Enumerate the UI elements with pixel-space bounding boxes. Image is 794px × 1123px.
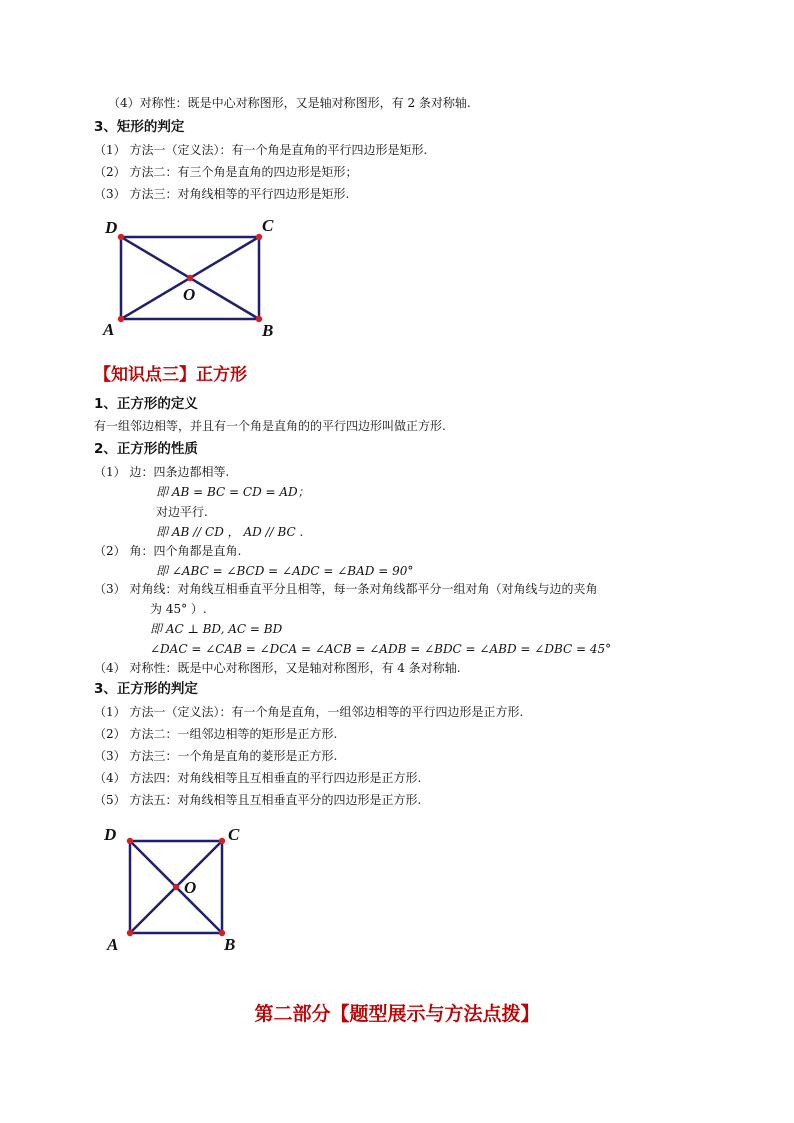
square-diagonal-eq-1: 即 AC ⊥ BD, AC = BD bbox=[150, 622, 283, 636]
rect-label-d: D bbox=[105, 218, 118, 237]
square-side: （1） 边：四条边都相等. bbox=[94, 465, 230, 479]
rect-vertex-a bbox=[118, 316, 124, 322]
square-label-o: O bbox=[184, 878, 197, 897]
rect-method-1: （1） 方法一（定义法）：有一个角是直角的平行四边形是矩形. bbox=[94, 143, 428, 157]
rect-label-o: O bbox=[183, 285, 196, 304]
square-angle-eq: 即 ∠ABC = ∠BCD = ∠ADC = ∠BAD = 90° bbox=[156, 564, 414, 578]
rect-vertex-d bbox=[118, 234, 124, 240]
rect-symmetry: （4）对称性：既是中心对称图形，又是轴对称图形，有 2 条对称轴. bbox=[108, 96, 471, 110]
square-judge-title: 3、正方形的判定 bbox=[94, 681, 198, 697]
knowledge-point-topic: 正方形 bbox=[196, 365, 247, 385]
square-figure bbox=[103, 825, 240, 954]
square-judge-5: （5） 方法五：对角线相等且互相垂直平分的四边形是正方形. bbox=[94, 793, 422, 807]
square-symmetry: （4） 对称性：既是中心对称图形，又是轴对称图形，有 4 条对称轴. bbox=[94, 661, 461, 675]
rect-method-2: （2） 方法二：有三个角是直角的四边形是矩形； bbox=[94, 165, 358, 179]
square-side-parallel-eq: 即 AB // CD ， AD // BC . bbox=[156, 525, 304, 539]
square-label-a: A bbox=[107, 935, 119, 954]
square-def-title: 1、正方形的定义 bbox=[94, 396, 198, 412]
part-2-heading: 第二部分【题型展示与方法点拨】 bbox=[254, 1003, 540, 1025]
rect-label-c: C bbox=[262, 216, 274, 235]
square-label-b: B bbox=[224, 935, 236, 954]
rect-method-3: （3） 方法三：对角线相等的平行四边形是矩形. bbox=[94, 187, 350, 201]
square-def-text: 有一组邻边相等，并且有一个角是直角的的平行四边形叫做正方形. bbox=[94, 419, 446, 433]
square-judge-4: （4） 方法四：对角线相等且互相垂直的平行四边形是正方形. bbox=[94, 771, 422, 785]
rect-judge-title: 3、矩形的判定 bbox=[94, 119, 185, 135]
rect-center-o bbox=[187, 275, 193, 281]
knowledge-point-bracket: 【知识点三】 bbox=[94, 365, 196, 385]
square-judge-3: （3） 方法三：一个角是直角的菱形是正方形. bbox=[94, 749, 338, 763]
square-diagonal-2: 为 45° ）. bbox=[150, 602, 207, 616]
square-diagonal: （3） 对角线：对角线互相垂直平分且相等，每一条对角线都平分一组对角（对角线与边的夹角 bbox=[94, 582, 598, 596]
rectangle-figure bbox=[102, 216, 274, 340]
square-vertex-d bbox=[127, 838, 133, 844]
square-center-o bbox=[173, 884, 179, 890]
rect-label-b: B bbox=[262, 321, 274, 340]
square-judge-1: （1） 方法一（定义法）：有一个角是直角，一组邻边相等的平行四边形是正方形. bbox=[94, 705, 524, 719]
square-side-parallel-text: 对边平行. bbox=[156, 505, 208, 519]
square-diagonal-eq-2: ∠DAC = ∠CAB = ∠DCA = ∠ACB = ∠ADB = ∠BDC = ∠ABD = ∠DBC = 45° bbox=[150, 642, 612, 656]
knowledge-point-3-heading bbox=[94, 360, 247, 385]
square-vertex-a bbox=[127, 930, 133, 936]
rect-label-a: A bbox=[103, 320, 115, 339]
square-label-d: D bbox=[104, 825, 117, 844]
square-label-c: C bbox=[228, 825, 240, 844]
square-vertex-c bbox=[219, 838, 225, 844]
square-judge-2: （2） 方法二：一组邻边相等的矩形是正方形. bbox=[94, 727, 338, 741]
square-angle: （2） 角：四个角都是直角. bbox=[94, 544, 242, 558]
square-side-eq: 即 AB = BC = CD = AD； bbox=[156, 485, 310, 499]
square-prop-title: 2、正方形的性质 bbox=[94, 441, 198, 457]
